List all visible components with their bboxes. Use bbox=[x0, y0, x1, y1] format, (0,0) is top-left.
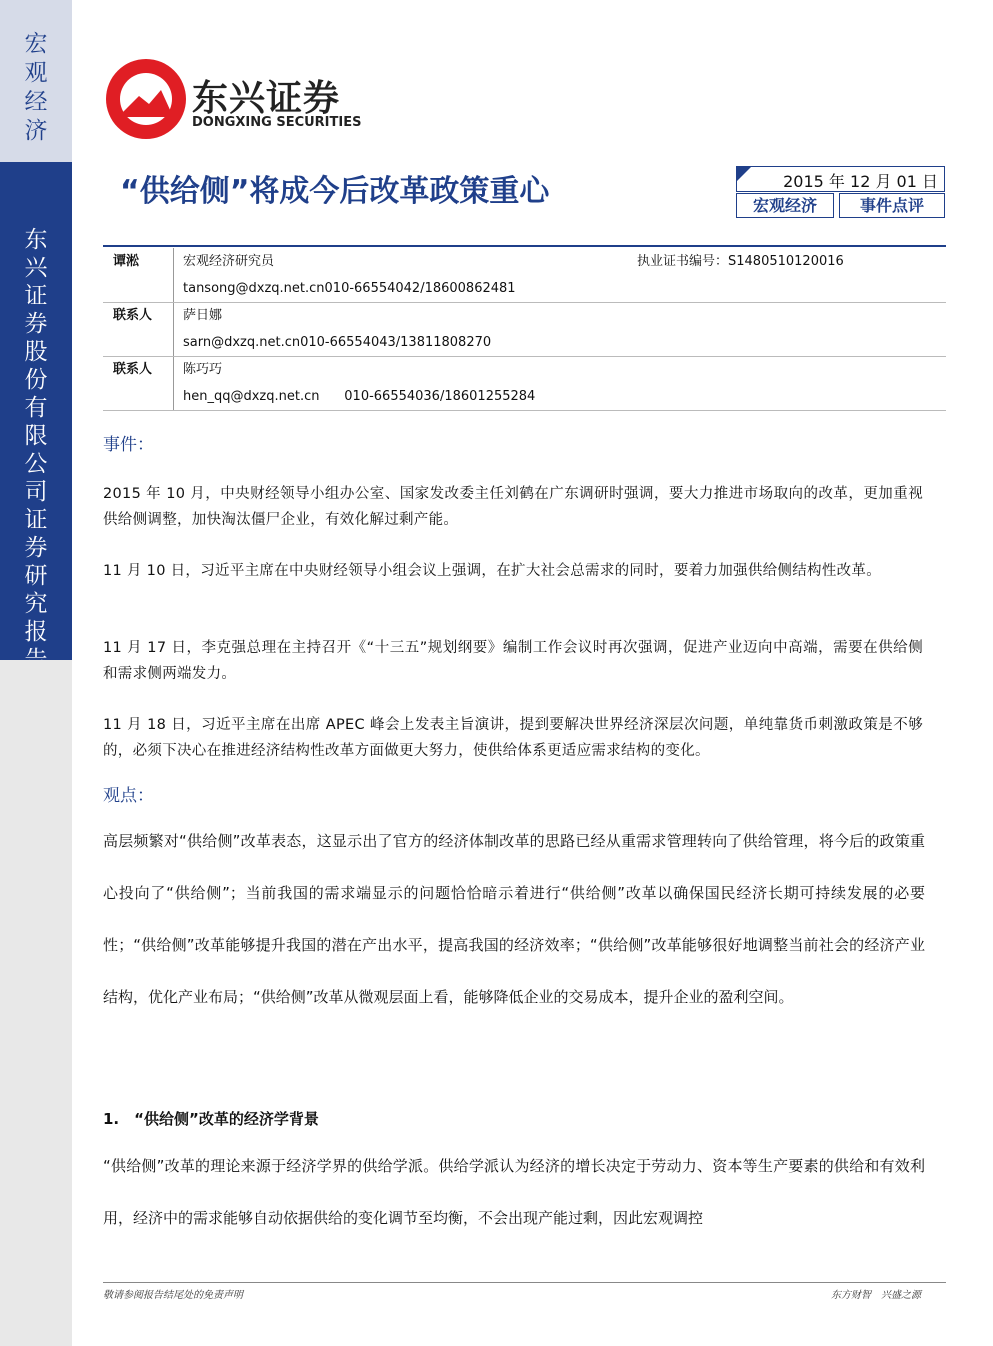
sidebar-category bbox=[0, 0, 72, 162]
contact-row bbox=[103, 302, 946, 329]
contact-name: 陈巧巧 bbox=[183, 362, 223, 377]
date-box bbox=[736, 166, 945, 192]
event-paragraph: 2015 年 10 月，中央财经领导小组办公室、国家发改委主任刘鹤在广东调研时强调，要大力推进市场取向的改革，更加重视供给侧调整，加快淘汰僵尸企业，有效化解过剩产能。 bbox=[103, 486, 923, 528]
contact-name: 谭淞 bbox=[113, 254, 140, 269]
event-paragraph: 11 月 17 日，李克强总理在主持召开《“十三五”规划纲要》编制工作会议时再次强调，促进产业迈向中高端，需要在供给侧和需求侧两端发力。 bbox=[103, 640, 923, 682]
header-divider bbox=[103, 245, 946, 247]
analyst-contact-table bbox=[103, 248, 946, 410]
section-paragraph: “供给侧”改革的理论来源于经济学界的供给学派。供给学派认为经济的增长决定于劳动力、资本等生产要素的供给和有效利用，经济中的需求能够自动依据供给的变化调节至均衡，不会出现产能过剩，因此宏观调控 bbox=[103, 1157, 925, 1227]
contact-role: 联系人 bbox=[113, 308, 153, 323]
report-type-tag: 事件点评 bbox=[839, 193, 945, 218]
contact-email-phone[interactable]: sarn@dxzq.net.cn010-66554043/13811808270 bbox=[183, 335, 492, 350]
logo-english-name: DONGXING SECURITIES bbox=[192, 115, 362, 130]
contact-row bbox=[103, 356, 946, 383]
dongxing-logo-icon bbox=[103, 56, 189, 142]
corner-triangle-icon bbox=[737, 167, 751, 181]
footer-slogan: 东方财智 兴盛之源 bbox=[831, 1290, 921, 1301]
event-paragraph: 11 月 10 日，习近平主席在中央财经领导小组会议上强调，在扩大社会总需求的同时，要着力加强供给侧结构性改革。 bbox=[103, 563, 882, 579]
report-date: 2015 年 12 月 01 日 bbox=[783, 172, 938, 191]
contact-row bbox=[103, 329, 946, 356]
logo-chinese-name: 东兴证券 bbox=[192, 78, 341, 119]
contact-role: 联系人 bbox=[113, 362, 153, 377]
contact-row bbox=[103, 383, 946, 410]
contact-email-phone[interactable]: hen_qq@dxzq.net.cn 010-66554036/18601255284 bbox=[183, 389, 536, 404]
category-tag: 宏观经济 bbox=[736, 193, 834, 218]
contact-name: 萨日娜 bbox=[183, 308, 223, 323]
contact-title: 宏观经济研究员 bbox=[183, 254, 275, 269]
sidebar-company bbox=[0, 162, 72, 660]
contact-row bbox=[103, 275, 946, 302]
event-paragraph: 11 月 18 日，习近平主席在出席 APEC 峰会上发表主旨演讲，提到要解决世界经济深层次问题，单纯靠货币刺激政策是不够的，必须下决心在推进经济结构性改革方面做更大努力，使供给体系更适应需求结构的变化。 bbox=[103, 717, 923, 759]
contact-row-divider bbox=[103, 410, 946, 411]
sidebar-filler bbox=[0, 660, 72, 1346]
footer-disclaimer: 敬请参阅报告结尾处的免责声明 bbox=[103, 1290, 243, 1301]
view-paragraph: 高层频繁对“供给侧”改革表态，这显示出了官方的经济体制改革的思路已经从重需求管理转向了供给管理，将今后的政策重心投向了“供给侧”；当前我国的需求端显示的问题恰恰暗示着进行“供给侧”改革以确保国民经济长期可持续发展的必要性；“供给侧”改革能够提升我国的潜在产出水平，提高我国的经济效率；“供给侧”改革能够很好地调整当前社会的经济产业结构，优化产业布局；“供给侧”改革从微观层面上看，能够降低企业的交易成本，提升企业的盈利空间。 bbox=[103, 832, 925, 1006]
event-heading: 事件： bbox=[103, 435, 154, 455]
license-number: 执业证书编号：S1480510120016 bbox=[637, 254, 844, 269]
sidebar-category-label: 宏观经济 bbox=[24, 31, 48, 144]
footer-divider bbox=[103, 1282, 946, 1283]
view-heading: 观点： bbox=[103, 786, 154, 806]
sidebar-company-label: 东兴证券股份有限公司证券研究报 bbox=[24, 227, 48, 645]
section-heading: 1. “供给侧”改革的经济学背景 bbox=[103, 1110, 319, 1128]
contact-email-phone[interactable]: tansong@dxzq.net.cn010-66554042/18600862481 bbox=[183, 281, 516, 296]
contact-row bbox=[103, 248, 946, 275]
report-title: “供给侧”将成今后改革政策重心 bbox=[120, 174, 550, 209]
